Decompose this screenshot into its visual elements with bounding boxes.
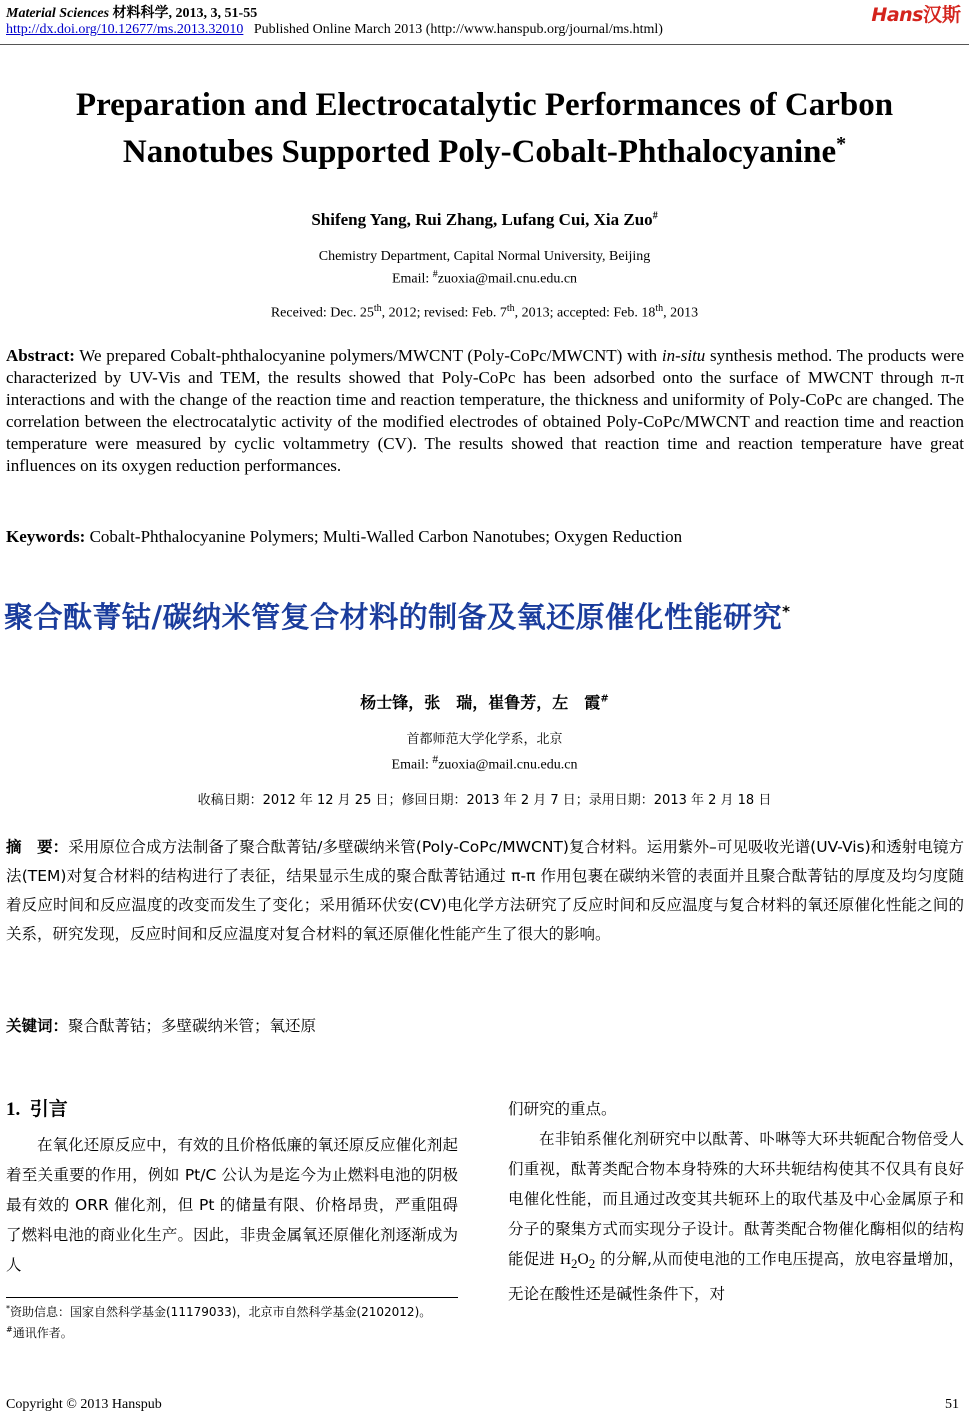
footnote-2 (6, 1321, 458, 1342)
author-list (0, 210, 969, 230)
journal-name: Material Sciences (6, 6, 110, 21)
cn-email-mark: # (432, 753, 439, 766)
body-column-right (508, 1094, 964, 1309)
cn-email-address[interactable]: zuoxia@mail.cnu.edu.cn (438, 757, 578, 773)
abstract-text-2: synthesis method. The products were characterized by UV-Vis and TEM, the results showed that Poly-CoPc has been adsorbed onto the surface of MWCNT through π-π interactions and with the change of the reaction time and reaction temperature, the thickness and uniformity of Poly-CoPc are changed. The correlation between the electrocatalytic activity of the modified electrodes of obtained Poly-CoPc/MWCNT and reaction time and reaction temperature were measured by cyclic voltammetry (CV). The results showed that reaction time and reaction temperature have great influences on its oxygen reduction performances. (6, 346, 964, 475)
accepted-sup: th (655, 303, 664, 314)
author-names: Shifeng Yang, Rui Zhang, Lufang Cui, Xia Zuo (311, 210, 653, 229)
received-sup: th (373, 303, 382, 314)
section-heading (6, 1094, 68, 1121)
author-list-cn (0, 690, 969, 713)
body-para-2a: 在非铂系催化剂研究中以酞菁、卟啉等大环共轭配合物倍受人们重视，酞菁类配合物本身特殊的大环共轭结构使其不仅具有良好电催化性能，而且通过改变其共轭环上的取代基及中心金属原子和分子的聚集方式而实现分子设计。酞菁类配合物催化酶相似的结构能促进 (508, 1130, 964, 1268)
logo-cn: 汉斯 (922, 4, 961, 26)
revised-date: , 2012; revised: Feb. 7 (381, 305, 507, 321)
email-prefix: Email: (391, 271, 433, 287)
body-paragraph-2 (508, 1124, 964, 1309)
title-mark: * (836, 133, 847, 155)
doi-link[interactable]: http://dx.doi.org/10.12677/ms.2013.32010 (6, 22, 244, 37)
copyright: Copyright © 2013 Hanspub (6, 1397, 162, 1412)
doi-line (6, 22, 663, 38)
footnotes (6, 1300, 458, 1342)
author-mark: # (652, 210, 658, 222)
email-mark: # (432, 269, 438, 280)
keywords-label: Keywords: (6, 527, 86, 546)
footnote-2-text: 通讯作者。 (12, 1326, 73, 1340)
section-title: 引言 (29, 1098, 68, 1120)
body-para-2b: 的分解,从而使电池的工作电压提高，放电容量增加，无论在酸性还是碱性条件下，对 (508, 1250, 964, 1304)
body-continuation: 们研究的重点。 (508, 1100, 617, 1118)
keywords-cn (6, 1014, 316, 1036)
received-date: Received: Dec. 25 (270, 305, 374, 321)
keywords-text: Cobalt-Phthalocyanine Polymers; Multi-Walled Carbon Nanotubes; Oxygen Reduction (85, 527, 683, 546)
keywords-en (6, 527, 682, 547)
title-line-1: Preparation and Electrocatalytic Performances of Carbon (75, 87, 894, 123)
affiliation-dept: Chemistry Department, Capital Normal University, Beijing (318, 249, 651, 264)
paper-title (0, 86, 969, 172)
abstract-italic: in-situ (661, 346, 706, 365)
body-column-left (6, 1130, 458, 1280)
header-rule (0, 44, 969, 45)
footnote-rule (6, 1297, 458, 1298)
received-dates (0, 303, 969, 322)
cn-author-names: 杨士锋，张 瑞，崔鲁芳，左 霞 (360, 693, 601, 712)
formula-sub-1: 2 (571, 1256, 578, 1272)
received-dates-cn: 收稿日期：2012 年 12 月 25 日；修回日期：2013 年 2 月 7 日；录用日期：2013 年 2 月 18 日 (197, 793, 772, 808)
cn-author-mark: # (600, 693, 609, 705)
logo-hans: Hans (871, 4, 923, 26)
title-line-2: Nanotubes Supported Poly-Cobalt-Phthalocyanine (122, 134, 837, 170)
cn-abstract-label: 摘 要： (6, 838, 69, 856)
accepted-year: , 2013 (663, 305, 699, 321)
affiliation-cn (0, 730, 969, 776)
footnote-2-mark: # (6, 1325, 13, 1334)
journal-issue: , 2013, 3, 51-55 (168, 6, 258, 21)
abstract-text-1: We prepared Cobalt-phthalocyanine polymers/MWCNT (Poly-CoPc/MWCNT) with (74, 346, 662, 365)
journal-name-cn: 材料科学 (112, 6, 169, 21)
footnote-1-text: 资助信息：国家自然科学基金(11179033)，北京市自然科学基金(2102012)。 (10, 1305, 432, 1319)
affiliation (0, 248, 969, 289)
formula-h: H (559, 1251, 572, 1268)
footnote-1 (6, 1300, 458, 1321)
cn-email-prefix: Email: (391, 757, 433, 773)
cn-keywords-label: 关键词： (6, 1017, 69, 1035)
cn-abstract-text: 采用原位合成方法制备了聚合酞菁钴/多壁碳纳米管(Poly-CoPc/MWCNT)复合材料。运用紫外–可见吸收光谱(UV-Vis)和透射电镜方法(TEM)对复合材料的结构进行了表征，结果显示生成的聚合酞菁钴通过 π-π 作用包裹在碳纳米管的表面并且聚合酞菁钴的厚度及均匀度随着反应时间和反应温度的改变而发生了变化；采用循环伏安(CV)电化学方法研究了反应时间和反应温度与复合材料的氧还原催化性能之间的关系，研究发现，反应时间和反应温度对复合材料的氧还原催化性能产生了很大的影响。 (6, 838, 964, 943)
paper-title-cn (0, 595, 969, 636)
publisher-logo (871, 0, 961, 27)
cn-title-text: 聚合酞菁钴/碳纳米管复合材料的制备及氧还原催化性能研究 (4, 600, 783, 634)
page-number: 51 (945, 1397, 959, 1412)
accepted-date: , 2013; accepted: Feb. 18 (514, 305, 656, 321)
cn-keywords-text: 聚合酞菁钴；多壁碳纳米管；氧还原 (68, 1017, 317, 1035)
footnote-1-mark: * (6, 1304, 10, 1313)
cn-title-mark: * (782, 602, 791, 621)
formula-h2o2 (559, 1251, 596, 1272)
section-number: 1. (6, 1099, 21, 1120)
revised-sup: th (506, 303, 515, 314)
abstract-label: Abstract: (6, 346, 75, 365)
cn-affil-text: 首都师范大学化学系，北京 (406, 732, 563, 747)
email-address[interactable]: zuoxia@mail.cnu.edu.cn (437, 271, 578, 287)
journal-header (6, 2, 257, 22)
abstract-cn (6, 833, 964, 949)
formula-o: O (577, 1251, 589, 1268)
body-paragraph: 在氧化还原反应中，有效的且价格低廉的氧还原反应催化剂起着至关重要的作用，例如 Pt/C 公认为是迄今为止燃料电池的阴极最有效的 ORR 催化剂，但 Pt 的储量有限、价格昂贵，严重阻碍了燃料电池的商业化生产。因此，非贵金属氧还原催化剂逐渐成为人 (6, 1136, 458, 1274)
published-info: Published Online March 2013 (http://www.hanspub.org/journal/ms.html) (253, 22, 663, 37)
abstract-en (6, 345, 964, 477)
formula-sub-2: 2 (588, 1256, 596, 1272)
